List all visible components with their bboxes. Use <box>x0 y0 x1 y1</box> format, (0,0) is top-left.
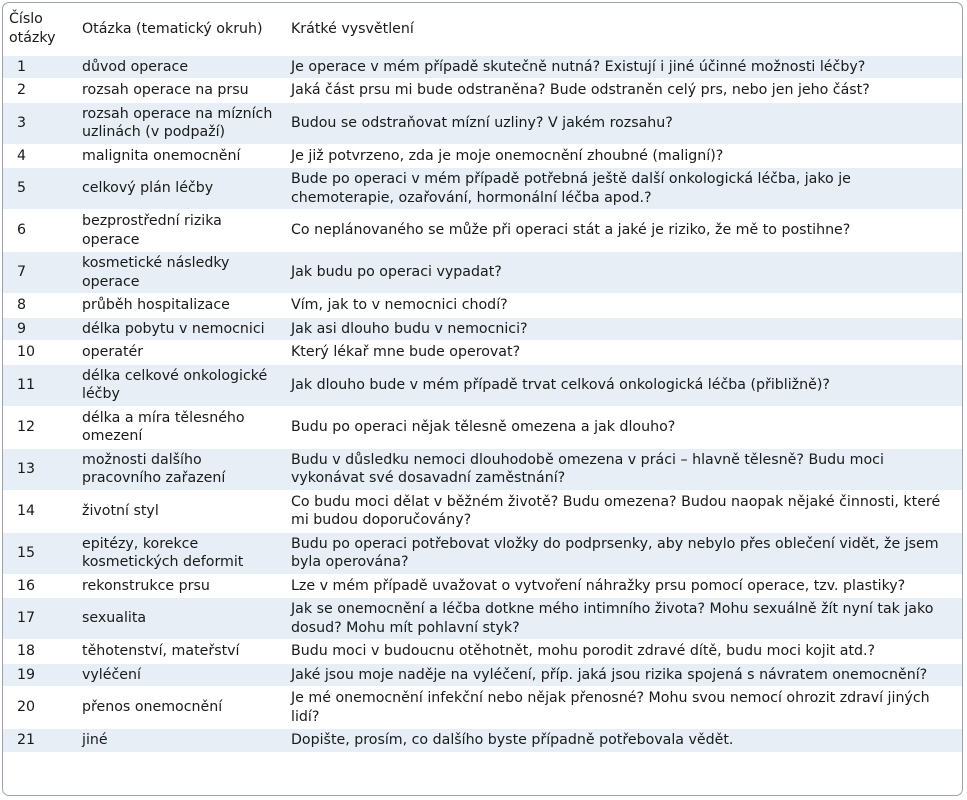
question-topic-cell: životní styl <box>76 490 285 532</box>
question-topic-cell: malignita onemocnění <box>76 144 285 168</box>
question-topic-cell: bezprostřední rizika operace <box>76 210 285 252</box>
question-explanation-cell: Budu v důsledku nemoci dlouhodobě omezena v práci – hlavně tělesně? Budu moci vykonávat své dosavadní zaměstnání? <box>285 448 962 490</box>
question-topic-cell: rozsah operace na prsu <box>76 79 285 103</box>
question-number-cell: 14 <box>3 490 76 532</box>
question-number-cell: 18 <box>3 640 76 664</box>
question-topic-cell: operatér <box>76 341 285 365</box>
question-explanation-cell: Budu po operaci potřebovat vložky do podprsenky, aby nebylo přes oblečení vidět, že jsem byla operována? <box>285 532 962 574</box>
question-topic-cell: důvod operace <box>76 55 285 79</box>
table-row <box>3 79 962 103</box>
question-topic-cell: rozsah operace na mízních uzlinách (v podpaží) <box>76 102 285 144</box>
question-number-cell: 11 <box>3 364 76 406</box>
question-topic-cell: těhotenství, mateřství <box>76 640 285 664</box>
table-row <box>3 102 962 144</box>
question-number-cell: 3 <box>3 102 76 144</box>
table-row <box>3 210 962 252</box>
table-body <box>3 55 962 752</box>
question-explanation-cell: Co neplánovaného se může při operaci stát a jaké je riziko, že mě to postihne? <box>285 210 962 252</box>
question-explanation-cell: Je operace v mém případě skutečně nutná? Existují i jiné účinné možnosti léčby? <box>285 55 962 79</box>
question-number-cell: 8 <box>3 294 76 318</box>
question-number-cell: 21 <box>3 729 76 752</box>
table-row <box>3 55 962 79</box>
question-topic-cell: možnosti dalšího pracovního zařazení <box>76 448 285 490</box>
question-number-cell: 9 <box>3 317 76 341</box>
table-row <box>3 729 962 752</box>
question-number-cell: 1 <box>3 55 76 79</box>
question-number-cell: 10 <box>3 341 76 365</box>
question-explanation-cell: Co budu moci dělat v běžném životě? Budu omezena? Budou naopak nějaké činnosti, které mi budou doporučovány? <box>285 490 962 532</box>
question-number-cell: 20 <box>3 687 76 729</box>
table-row <box>3 406 962 448</box>
question-number-cell: 16 <box>3 574 76 598</box>
question-topic-cell: průběh hospitalizace <box>76 294 285 318</box>
question-number-cell: 2 <box>3 79 76 103</box>
table-row <box>3 598 962 640</box>
question-topic-cell: epitézy, korekce kosmetických deformit <box>76 532 285 574</box>
table-row <box>3 364 962 406</box>
question-topic-cell: délka pobytu v nemocnici <box>76 317 285 341</box>
table-row <box>3 490 962 532</box>
question-explanation-cell: Jaká část prsu mi bude odstraněna? Bude odstraněn celý prs, nebo jen jeho část? <box>285 79 962 103</box>
header-question-number: Číslo otázky <box>9 11 56 46</box>
question-number-cell: 4 <box>3 144 76 168</box>
question-explanation-cell: Dopište, prosím, co dalšího byste případně potřebovala vědět. <box>285 729 962 752</box>
question-explanation-cell: Je již potvrzeno, zda je moje onemocnění zhoubné (maligní)? <box>285 144 962 168</box>
question-number-cell: 12 <box>3 406 76 448</box>
table-row <box>3 341 962 365</box>
questions-table-frame <box>2 2 963 796</box>
header-question-topic: Otázka (tematický okruh) <box>82 20 263 37</box>
question-explanation-cell: Jak dlouho bude v mém případě trvat celková onkologická léčba (přibližně)? <box>285 364 962 406</box>
question-topic-cell: kosmetické následky operace <box>76 252 285 294</box>
question-explanation-cell: Je mé onemocnění infekční nebo nějak přenosné? Mohu svou nemocí ohrozit zdraví jiných lidí? <box>285 687 962 729</box>
question-explanation-cell: Jak se onemocnění a léčba dotkne mého intimního života? Mohu sexuálně žít nyní tak jako dosud? Mohu mít pohlavní styk? <box>285 598 962 640</box>
question-topic-cell: celkový plán léčby <box>76 168 285 210</box>
question-number-cell: 7 <box>3 252 76 294</box>
question-topic-cell: rekonstrukce prsu <box>76 574 285 598</box>
question-number-cell: 6 <box>3 210 76 252</box>
question-explanation-cell: Lze v mém případě uvažovat o vytvoření náhražky prsu pomocí operace, tzv. plastiky? <box>285 574 962 598</box>
question-topic-cell: sexualita <box>76 598 285 640</box>
table-row <box>3 448 962 490</box>
table-row <box>3 252 962 294</box>
question-explanation-cell: Jak budu po operaci vypadat? <box>285 252 962 294</box>
question-number-cell: 5 <box>3 168 76 210</box>
table-header-row <box>3 3 962 55</box>
question-explanation-cell: Který lékař mne bude operovat? <box>285 341 962 365</box>
question-number-cell: 15 <box>3 532 76 574</box>
question-topic-cell: přenos onemocnění <box>76 687 285 729</box>
header-short-explanation: Krátké vysvětlení <box>291 20 414 37</box>
question-explanation-cell: Jak asi dlouho budu v nemocnici? <box>285 317 962 341</box>
question-topic-cell: vyléčení <box>76 663 285 687</box>
question-explanation-cell: Budu moci v budoucnu otěhotnět, mohu porodit zdravé dítě, budu moci kojit atd.? <box>285 640 962 664</box>
question-explanation-cell: Bude po operaci v mém případě potřebná ještě další onkologická léčba, jako je chemoterapie, ozařování, hormonální léčba apod.? <box>285 168 962 210</box>
question-topic-cell: délka a míra tělesného omezení <box>76 406 285 448</box>
table-row <box>3 168 962 210</box>
question-explanation-cell: Jaké jsou moje naděje na vyléčení, příp. jaká jsou rizika spojená s návratem onemocnění? <box>285 663 962 687</box>
table-row <box>3 574 962 598</box>
question-number-cell: 17 <box>3 598 76 640</box>
table-row <box>3 317 962 341</box>
table-row <box>3 144 962 168</box>
question-topic-cell: délka celkové onkologické léčby <box>76 364 285 406</box>
table-row <box>3 294 962 318</box>
question-number-cell: 13 <box>3 448 76 490</box>
table-row <box>3 640 962 664</box>
question-explanation-cell: Budou se odstraňovat mízní uzliny? V jakém rozsahu? <box>285 102 962 144</box>
questions-table <box>3 3 962 752</box>
table-row <box>3 687 962 729</box>
table-row <box>3 532 962 574</box>
question-explanation-cell: Vím, jak to v nemocnici chodí? <box>285 294 962 318</box>
question-explanation-cell: Budu po operaci nějak tělesně omezena a jak dlouho? <box>285 406 962 448</box>
question-number-cell: 19 <box>3 663 76 687</box>
table-row <box>3 663 962 687</box>
question-topic-cell: jiné <box>76 729 285 752</box>
